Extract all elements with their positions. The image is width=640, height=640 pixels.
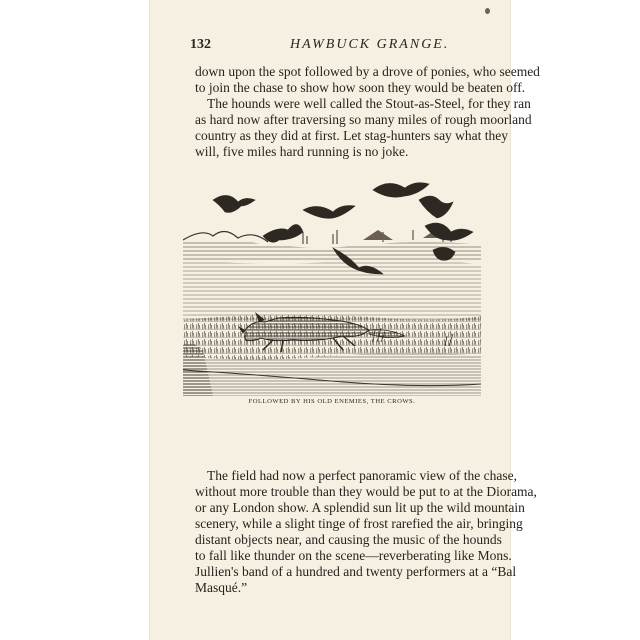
text-line: distant objects near, and causing the music of the hounds [195,532,502,547]
crow-flock [213,183,473,274]
text-line: to join the chase to show how soon they would be beaten off. [195,80,526,95]
engraving-illustration [183,170,481,396]
text-line: without more trouble than they would be put to at the Diorama, [195,484,537,499]
text-line: Masqué.” [195,580,248,595]
book-title: HAWBUCK GRANGE. [290,37,450,52]
paragraph-continued [195,64,540,96]
text-line: country as they did at first. Let stag-hunters say what they [195,128,509,143]
middle-field [183,260,481,320]
paragraph-hounds [195,96,532,160]
text-line: The hounds were well called the Stout-as-Steel, for they ran [207,96,531,111]
bottom-text-block [195,468,537,596]
illustration-caption: FOLLOWED BY HIS OLD ENEMIES, THE CROWS. [248,398,416,405]
ink-spot [485,8,490,14]
top-text-block [195,64,540,160]
text-line: Jullien's band of a hundred and twenty performers at a “Bal [195,564,517,579]
text-line: scenery, while a slight tinge of frost rarefied the air, bringing [195,516,523,531]
page-number: 132 [190,37,211,52]
text-line: or any London show. A splendid sun lit up the wild mountain [195,500,525,515]
text-line: to fall like thunder on the scene—reverberating like Mons. [195,548,512,563]
text-line: as hard now after traversing so many miles of rough moorland [195,112,532,127]
paragraph-panorama [195,468,537,596]
book-page [150,0,540,640]
text-line: will, five miles hard running is no joke. [195,144,409,159]
text-line: The field had now a perfect panoramic view of the chase, [207,468,517,483]
text-line: down upon the spot followed by a drove of ponies, who seemed [195,64,540,79]
